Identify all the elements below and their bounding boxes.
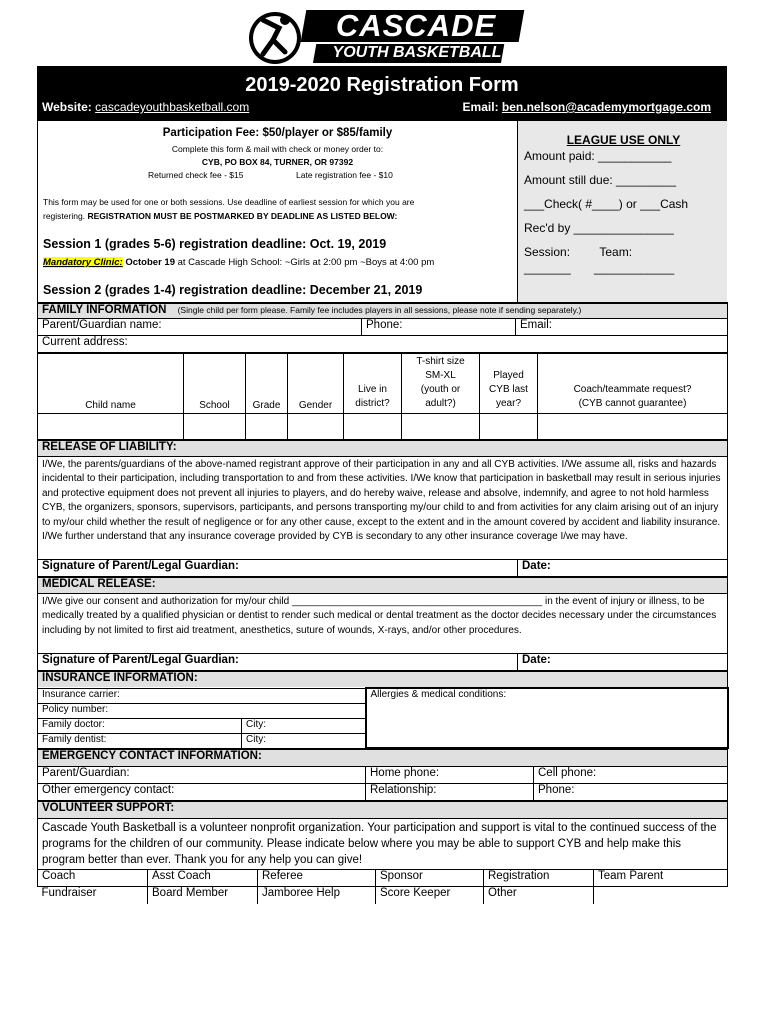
info-block: [37, 121, 727, 302]
mandatory-clinic: [43, 257, 434, 268]
cascade-logo: [245, 6, 535, 66]
col-tshirt-size: [402, 353, 480, 413]
form-title: 2019-2020 Registration Form: [245, 74, 519, 96]
doctor-city-field[interactable]: City:: [242, 718, 366, 733]
family-dentist-field[interactable]: Family dentist:: [38, 733, 242, 748]
volunteer-registration[interactable]: Registration: [484, 870, 594, 887]
played-input[interactable]: [480, 413, 538, 439]
volunteer-blank: [594, 887, 728, 904]
deadline-note: [43, 211, 397, 221]
session2-deadline: Session 2 (grades 1-4) registration deadline: December 21, 2019: [43, 283, 423, 297]
volunteer-header: VOLUNTEER SUPPORT:: [38, 802, 728, 819]
insurance-header: INSURANCE INFORMATION:: [38, 671, 728, 688]
deadline-note-a: registering.: [43, 211, 86, 221]
dentist-city-field[interactable]: City:: [242, 733, 366, 748]
family-info-header: [38, 303, 728, 318]
emergency-table: [37, 749, 728, 801]
gender-input[interactable]: [288, 413, 344, 439]
child-name-input[interactable]: [38, 413, 184, 439]
cell-phone-field[interactable]: Cell phone:: [534, 767, 728, 784]
insurance-carrier-field[interactable]: Insurance carrier:: [38, 688, 366, 703]
email-line: [463, 100, 711, 114]
email-field[interactable]: Email:: [516, 318, 728, 335]
allergies-field[interactable]: Allergies & medical conditions:: [366, 688, 728, 748]
amount-due: Amount still due: _________: [524, 173, 677, 187]
volunteer-text: Cascade Youth Basketball is a volunteer nonprofit organization. Your participation and support is vital to the continued success of the programs for the children of our community. Please indicate below where you may be able to support CYB and help make this program better than ever. Thank you for any help you can give!: [38, 819, 728, 870]
child-table: [37, 353, 728, 440]
clinic-label: Mandatory Clinic:: [43, 257, 123, 268]
website-link[interactable]: cascadeyouthbasketball.com: [95, 100, 250, 114]
col-played-last-year: [480, 353, 538, 413]
medical-signature-field[interactable]: Signature of Parent/Legal Guardian:: [38, 653, 518, 670]
medical-text: I/We give our consent and authorization for my/our child _____________________________________________ in the event of injury or illness, to be medically treated by a qualified physician or dentist to render such medical or dental treatment as the doctor decides necessary under the circumstances including by not limited to first aid treatment, anesthetics, suture of wounds, X-rays, and/or other procedures.: [38, 593, 728, 653]
grade-input[interactable]: [246, 413, 288, 439]
received-by: Rec'd by _______________: [524, 221, 674, 235]
volunteer-board-member[interactable]: Board Member: [148, 887, 258, 904]
emergency-header: EMERGENCY CONTACT INFORMATION:: [38, 750, 728, 767]
registration-form: [37, 66, 727, 904]
family-header-note: (Single child per form please. Family fee includes players in all sessions, please note if sending separately.): [177, 305, 582, 315]
volunteer-other[interactable]: Other: [484, 887, 594, 904]
website-line: [42, 100, 249, 114]
session1-deadline: Session 1 (grades 5-6) registration deadline: Oct. 19, 2019: [43, 237, 387, 251]
medical-table: [37, 577, 728, 671]
policy-number-field[interactable]: Policy number:: [38, 703, 366, 718]
website-label: Website:: [42, 100, 92, 114]
col-tshirt-line4: adult?): [425, 397, 456, 409]
release-header: RELEASE OF LIABILITY:: [38, 440, 728, 456]
volunteer-jamboree-help[interactable]: Jamboree Help: [258, 887, 376, 904]
col-school: School: [184, 353, 246, 413]
title-bar: [37, 66, 727, 121]
volunteer-row-1: [38, 870, 728, 887]
volunteer-sponsor[interactable]: Sponsor: [376, 870, 484, 887]
session-team-blanks: _______ ____________: [524, 261, 675, 275]
late-fee: Late registration fee - $10: [296, 170, 393, 180]
district-input[interactable]: [344, 413, 402, 439]
insurance-table: [37, 671, 729, 750]
participation-fee: Participation Fee: $50/player or $85/family: [162, 127, 393, 139]
team-label: Team:: [599, 245, 633, 259]
medical-header: MEDICAL RELEASE:: [38, 577, 728, 593]
logo-subtitle: YOUTH BASKETBALL: [332, 44, 502, 61]
col-child-name: Child name: [38, 353, 184, 413]
release-table: [37, 440, 728, 577]
other-contact-field[interactable]: Other emergency contact:: [38, 784, 366, 801]
col-coach-line2: (CYB cannot guarantee): [578, 397, 687, 409]
volunteer-asst-coach[interactable]: Asst Coach: [148, 870, 258, 887]
col-coach-line1: Coach/teammate request?: [573, 383, 692, 395]
volunteer-table: [37, 801, 728, 904]
family-doctor-field[interactable]: Family doctor:: [38, 718, 242, 733]
phone-field[interactable]: Phone:: [362, 318, 516, 335]
col-coach-request: [538, 353, 728, 413]
col-played-line3: year?: [495, 397, 521, 409]
col-tshirt-line1: T-shirt size: [416, 355, 465, 367]
volunteer-row-2: [38, 887, 728, 904]
returned-check-fee: Returned check fee - $15: [148, 170, 244, 180]
email-label: Email:: [462, 100, 499, 114]
address-field[interactable]: Current address:: [38, 335, 728, 352]
col-live-line1: Live in: [358, 383, 387, 395]
release-signature-field[interactable]: Signature of Parent/Legal Guardian:: [38, 559, 518, 576]
fee-info: [38, 121, 517, 302]
family-info-table: [37, 302, 728, 353]
relationship-field[interactable]: Relationship:: [366, 784, 534, 801]
parent-name-field[interactable]: Parent/Guardian name:: [38, 318, 362, 335]
col-grade: Grade: [246, 353, 288, 413]
coach-request-input[interactable]: [538, 413, 728, 439]
session-note: This form may be used for one or both sessions. Use deadline of earliest session for which you are: [43, 197, 415, 207]
col-tshirt-line2: SM-XL: [425, 369, 456, 381]
payment-method: ___Check( #____) or ___Cash: [524, 197, 689, 211]
logo-name: CASCADE: [335, 8, 497, 43]
other-phone-field[interactable]: Phone:: [534, 784, 728, 801]
release-text: I/We, the parents/guardians of the above-named registrant approve of their participation in any and all CYB activities. I/We assume all, risks and hazards incidental to their participation, including transportation to and from these activities. I/We know that participation in basketball may result in serious injuries and protective equipment does not prevent all injuries to players, and do hereby waive, release and absolve, indemnify, and agree to not hold harmless CYB, the organizers, sponsors, supervisors, participants, and persons transporting my/our child to and from activities for any claim arising out of an injury to my/our child whether the result of negligence or for any other cause, except to the extent and in the amount covered by accident and liability insurance. I/We further understand that any insurance coverage provided by CYB is secondary to any other insurance coverage I/we may have.: [38, 456, 728, 559]
volunteer-fundraiser[interactable]: Fundraiser: [41, 887, 97, 899]
volunteer-referee[interactable]: Referee: [258, 870, 376, 887]
mail-address: CYB, PO BOX 84, TURNER, OR 97392: [201, 157, 354, 167]
child-entry-row: [38, 413, 728, 439]
volunteer-team-parent[interactable]: Team Parent: [594, 870, 728, 887]
emergency-parent-field[interactable]: Parent/Guardian:: [38, 767, 366, 784]
email-link[interactable]: ben.nelson@academymortgage.com: [501, 100, 711, 114]
medical-date-field[interactable]: Date:: [518, 653, 728, 670]
session-label: Session:: [524, 245, 571, 259]
mail-instructions: Complete this form & mail with check or money order to:: [171, 144, 384, 154]
col-live-in-district: [344, 353, 402, 413]
col-live-line2: district?: [355, 397, 390, 409]
family-header-label: FAMILY INFORMATION: [42, 304, 167, 316]
league-use-box: [517, 121, 727, 302]
tshirt-input[interactable]: [402, 413, 480, 439]
col-gender: Gender: [288, 353, 344, 413]
col-played-line2: CYB last: [489, 383, 528, 395]
school-input[interactable]: [184, 413, 246, 439]
clinic-text: at Cascade High School: ~Girls at 2:00 pm ~Boys at 4:00 pm: [177, 257, 435, 268]
volunteer-coach[interactable]: Coach: [38, 870, 148, 887]
release-date-field[interactable]: Date:: [518, 559, 728, 576]
col-tshirt-line3: (youth or: [420, 383, 461, 395]
home-phone-field[interactable]: Home phone:: [366, 767, 534, 784]
col-played-line1: Played: [493, 369, 524, 381]
session-team: [524, 245, 723, 261]
clinic-date: October 19: [125, 257, 175, 268]
amount-paid: Amount paid: ___________: [524, 149, 672, 163]
league-title: LEAGUE USE ONLY: [566, 133, 681, 147]
volunteer-score-keeper[interactable]: Score Keeper: [376, 887, 484, 904]
deadline-note-b: REGISTRATION MUST BE POSTMARKED BY DEADLINE AS LISTED BELOW:: [87, 211, 398, 221]
